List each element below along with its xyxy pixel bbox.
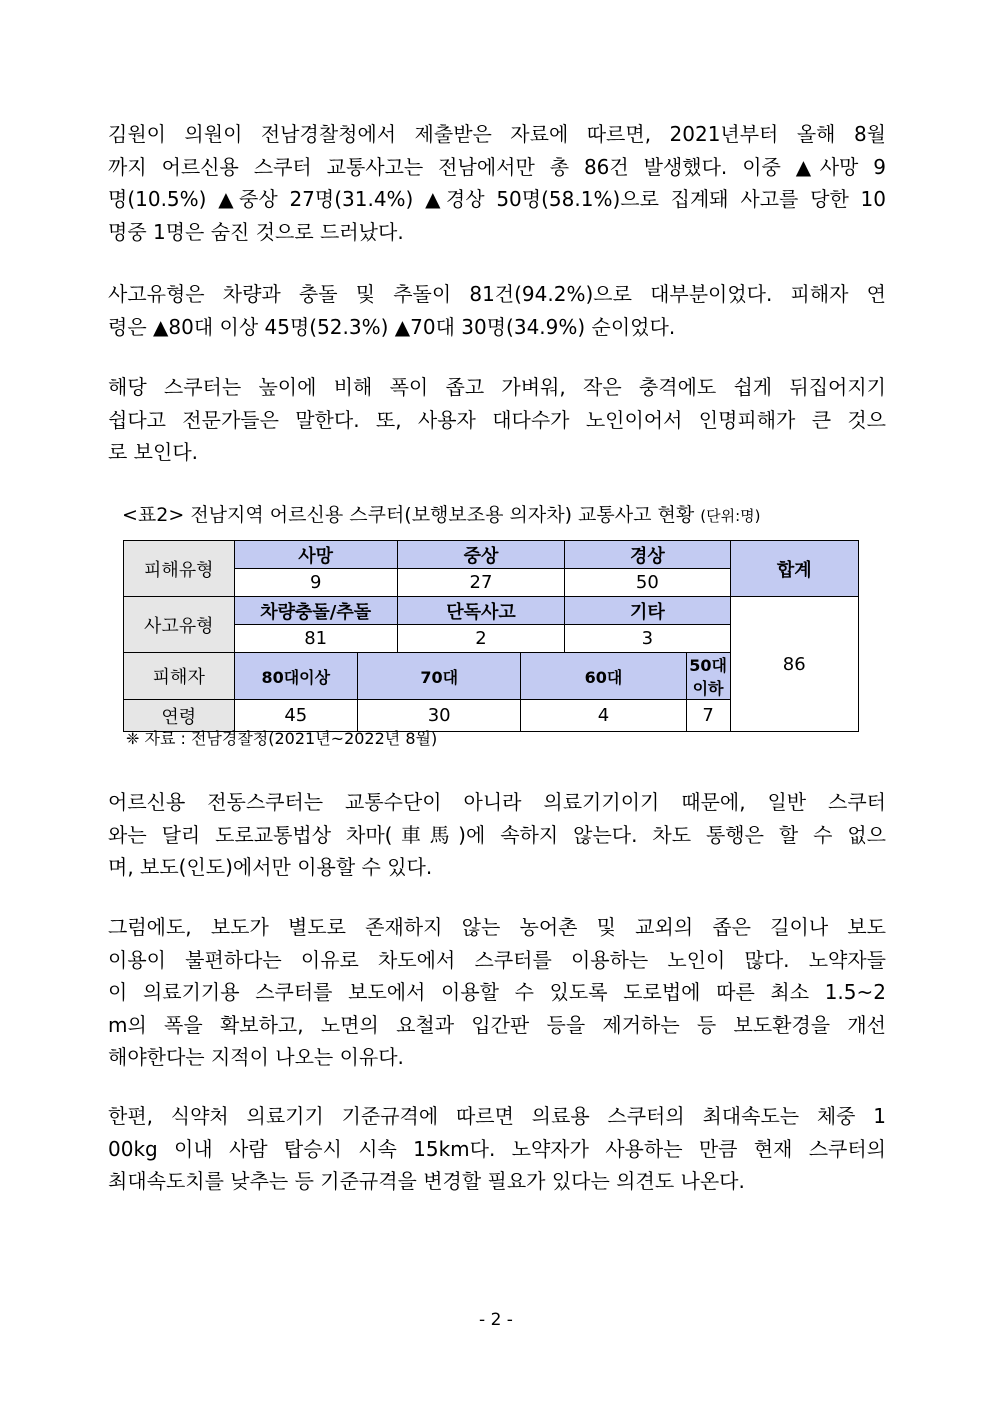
paragraph-5 bbox=[108, 911, 886, 1074]
paragraph-line: 이용이 불편하다는 이유로 차도에서 스쿠터를 이용하는 노인이 많다. 노약자들 bbox=[108, 947, 886, 972]
victim-age-label-2: 연령 bbox=[124, 700, 235, 732]
table-title: <표2> 전남지역 어르신용 스쿠터(보행보조용 의자차) 교통사고 현황 bbox=[122, 504, 695, 526]
paragraph-line: 와는 달리 도로교통법상 차마(車馬)에 속하지 않는다. 차도 통행은 할 수 없으 bbox=[108, 822, 886, 847]
paragraph-line: 이 의료기기용 스쿠터를 보도에서 이용할 수 있도록 도로법에 따른 최소 1.5~2 bbox=[108, 980, 886, 1004]
header-minor: 경상 bbox=[565, 541, 730, 569]
paragraph-line: m의 폭을 확보하고, 노면의 요철과 입간판 등을 제거하는 등 보도환경을 개선 bbox=[108, 1012, 886, 1037]
paragraph-line: 로 보인다. bbox=[108, 440, 198, 464]
paragraph-line: 쉽다고 전문가들은 말한다. 또, 사용자 대다수가 노인이어서 인명피해가 큰 것으 bbox=[108, 407, 886, 432]
value-50s: 7 bbox=[686, 700, 730, 732]
value-serious: 27 bbox=[397, 569, 564, 597]
paragraph-line: 명중 1명은 숨진 것으로 드러났다. bbox=[108, 219, 404, 244]
header-80s: 80대이상 bbox=[234, 653, 358, 700]
value-collision: 81 bbox=[234, 625, 397, 653]
victim-age-label-1: 피해자 bbox=[124, 653, 235, 700]
header-death: 사망 bbox=[234, 541, 397, 569]
header-collision: 차량충돌/추돌 bbox=[234, 597, 397, 625]
header-60s: 60대 bbox=[521, 653, 686, 700]
table-caption bbox=[122, 500, 862, 531]
paragraph-3 bbox=[108, 371, 886, 469]
paragraph-2 bbox=[108, 278, 886, 343]
accident-type-label: 사고유형 bbox=[124, 597, 235, 653]
paragraph-line: 김원이 의원이 전남경찰청에서 제출받은 자료에 따르면, 2021년부터 올해 8월 bbox=[108, 122, 886, 146]
page-number: - 2 - bbox=[479, 1310, 513, 1330]
total-value: 86 bbox=[730, 597, 859, 732]
value-other: 3 bbox=[565, 625, 730, 653]
paragraph-1 bbox=[108, 118, 886, 248]
paragraph-6 bbox=[108, 1100, 886, 1198]
header-serious: 중상 bbox=[397, 541, 564, 569]
value-70s: 30 bbox=[358, 700, 521, 732]
header-50s: 50대이하 bbox=[686, 653, 730, 700]
value-60s: 4 bbox=[521, 700, 686, 732]
paragraph-line: 해야한다는 지적이 나오는 이유다. bbox=[108, 1045, 404, 1069]
table-unit: (단위:명) bbox=[700, 507, 761, 525]
paragraph-line: 사고유형은 차량과 충돌 및 추돌이 81건(94.2%)으로 대부분이었다. 피해자 연 bbox=[108, 282, 886, 306]
paragraph-line: 한편, 식약처 의료기기 기준규격에 따르면 의료용 스쿠터의 최대속도는 체중 1 bbox=[108, 1104, 886, 1128]
table-source: ❈ 자료 : 전남경찰청(2021년~2022년 8월) bbox=[126, 729, 438, 748]
paragraph-line: 최대속도치를 낮추는 등 기준규격을 변경할 필요가 있다는 의견도 나온다. bbox=[108, 1169, 745, 1193]
header-single: 단독사고 bbox=[397, 597, 564, 625]
header-70s: 70대 bbox=[358, 653, 521, 700]
accident-stats-table bbox=[123, 540, 859, 732]
paragraph-line: 어르신용 전동스쿠터는 교통수단이 아니라 의료기기이기 때문에, 일반 스쿠터 bbox=[108, 790, 886, 814]
value-single: 2 bbox=[397, 625, 564, 653]
paragraph-line: 까지 어르신용 스쿠터 교통사고는 전남에서만 총 86건 발생했다. 이중 ▲사망 9 bbox=[108, 154, 886, 179]
paragraph-line: 해당 스쿠터는 높이에 비해 폭이 좁고 가벼워, 작은 충격에도 쉽게 뒤집어지기 bbox=[108, 375, 886, 399]
header-other: 기타 bbox=[565, 597, 730, 625]
damage-type-label: 피해유형 bbox=[124, 541, 235, 597]
value-death: 9 bbox=[234, 569, 397, 597]
paragraph-line: 명(10.5%) ▲중상 27명(31.4%) ▲경상 50명(58.1%)으로 집계돼 사고를 당한 10 bbox=[108, 187, 886, 211]
paragraph-line: 그럼에도, 보도가 별도로 존재하지 않는 농어촌 및 교외의 좁은 길이나 보도 bbox=[108, 915, 886, 939]
paragraph-line: 령은 ▲80대 이상 45명(52.3%) ▲70대 30명(34.9%) 순이었다. bbox=[108, 314, 676, 339]
value-80s: 45 bbox=[234, 700, 358, 732]
value-minor: 50 bbox=[565, 569, 730, 597]
paragraph-line: 00kg 이내 사람 탑승시 시속 15km다. 노약자가 사용하는 만큼 현재 스쿠터의 bbox=[108, 1136, 886, 1161]
total-label: 합계 bbox=[730, 541, 859, 597]
paragraph-4 bbox=[108, 786, 886, 884]
paragraph-line: 며, 보도(인도)에서만 이용할 수 있다. bbox=[108, 855, 433, 879]
